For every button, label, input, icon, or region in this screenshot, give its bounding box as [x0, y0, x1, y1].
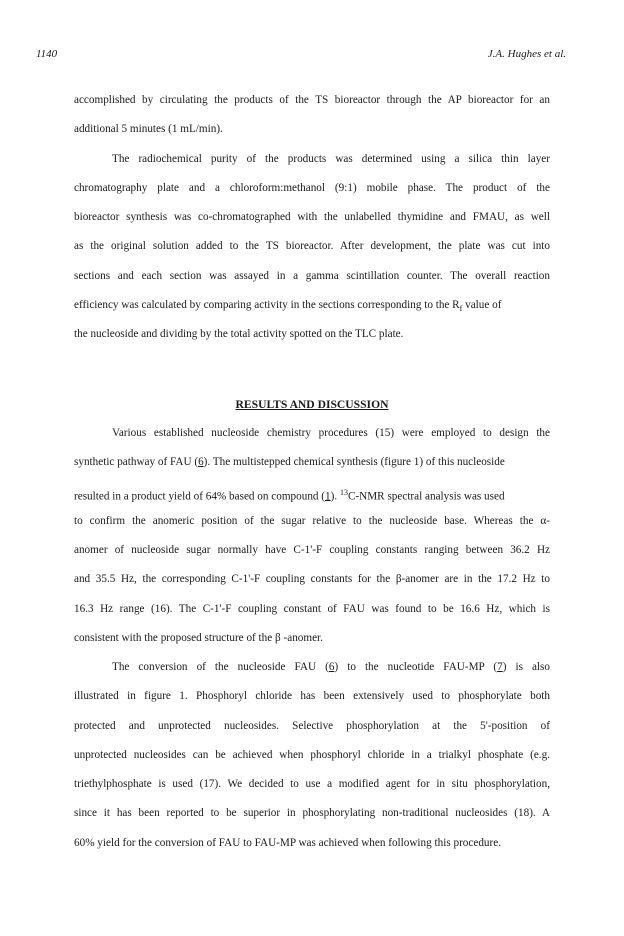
text-line: chromatography plate and a chloroform:methanol (9:1) mobile phase. The product of the — [74, 181, 550, 194]
text-line — [74, 653, 550, 682]
text-line — [74, 291, 550, 320]
text-line: as the original solution added to the TS bioreactor. After development, the plate was cut into — [74, 240, 550, 253]
text-span: resulted in a product yield of 64% based on compound ( — [74, 490, 326, 503]
compound-ref: 6 — [328, 661, 335, 673]
subscript: f — [459, 304, 463, 314]
methods-continuation — [74, 86, 550, 350]
compound-ref: 7 — [497, 661, 503, 673]
text-line — [74, 478, 550, 507]
text-line: protected and unprotected nucleosides. Selective phosphorylation at the 5'-position of — [74, 719, 550, 732]
text-line: consistent with the proposed structure of the β -anomer. — [74, 632, 323, 645]
text-span: synthetic pathway of FAU ( — [74, 456, 199, 469]
text-line: Various established nucleoside chemistry procedures (15) were employed to design the — [112, 427, 550, 439]
text-span: ) to the nucleotide FAU-MP ( — [334, 661, 498, 673]
text-span: value of — [462, 299, 502, 312]
section-heading: RESULTS AND DISCUSSION — [235, 398, 389, 411]
text-span: ) is also — [502, 661, 550, 673]
superscript: 13 — [339, 487, 348, 497]
text-line: to confirm the anomeric position of the sugar relative to the nucleoside base. Whereas the α- — [74, 514, 550, 527]
compound-ref: 1 — [325, 490, 331, 503]
text-line: The radiochemical purity of the products was determined using a silica thin layer — [112, 152, 550, 165]
text-line: 60% yield for the conversion of FAU to FAU-MP was achieved when following this procedure. — [74, 836, 502, 849]
text-line: 16.3 Hz range (16). The C-1'-F coupling constant of FAU was found to be 16.6 Hz, which is — [74, 602, 550, 615]
text-line: illustrated in figure 1. Phosphoryl chloride has been extensively used to phosphorylate both — [74, 690, 550, 703]
results-paragraph-2 — [74, 653, 550, 858]
text-span: ). — [330, 490, 340, 503]
text-line: bioreactor synthesis was co-chromatographed with the unlabelled thymidine and FMAU, as well — [74, 211, 550, 224]
page-number: 1140 — [36, 48, 58, 60]
text-span: efficiency was calculated by comparing activity in the sections corresponding to the R — [74, 299, 460, 312]
text-line: the nucleoside and dividing by the total activity spotted on the TLC plate. — [74, 328, 404, 341]
text-line — [74, 448, 550, 477]
results-paragraph-1 — [74, 419, 550, 653]
text-span: ). The multistepped chemical synthesis (figure 1) of this nucleoside — [203, 456, 505, 469]
text-line: accomplished by circulating the products of the TS bioreactor through the AP bioreactor for an — [74, 94, 550, 106]
text-line: and 35.5 Hz, the corresponding C-1'-F coupling constants for the β-anomer are in the 17.2 Hz to — [74, 573, 550, 586]
text-line: sections and each section was assayed in a gamma scintillation counter. The overall reaction — [74, 269, 550, 282]
text-span: The conversion of the nucleoside FAU ( — [112, 661, 329, 673]
text-span: C-NMR spectral analysis was used — [347, 490, 505, 503]
text-line: triethylphosphate is used (17). We decided to use a modified agent for in situ phosphorylation, — [74, 778, 550, 791]
text-line: additional 5 minutes (1 mL/min). — [74, 123, 223, 136]
compound-ref: 6 — [198, 456, 204, 469]
running-head: J.A. Hughes et al. — [487, 48, 566, 60]
text-line: since it has been reported to be superior in phosphorylating non-traditional nucleosides (18). A — [74, 807, 550, 820]
text-line: unprotected nucleosides can be achieved when phosphoryl chloride in a trialkyl phosphate (e.g. — [74, 748, 550, 761]
text-line: anomer of nucleoside sugar normally have C-1'-F coupling constants ranging between 36.2 Hz — [74, 544, 550, 557]
